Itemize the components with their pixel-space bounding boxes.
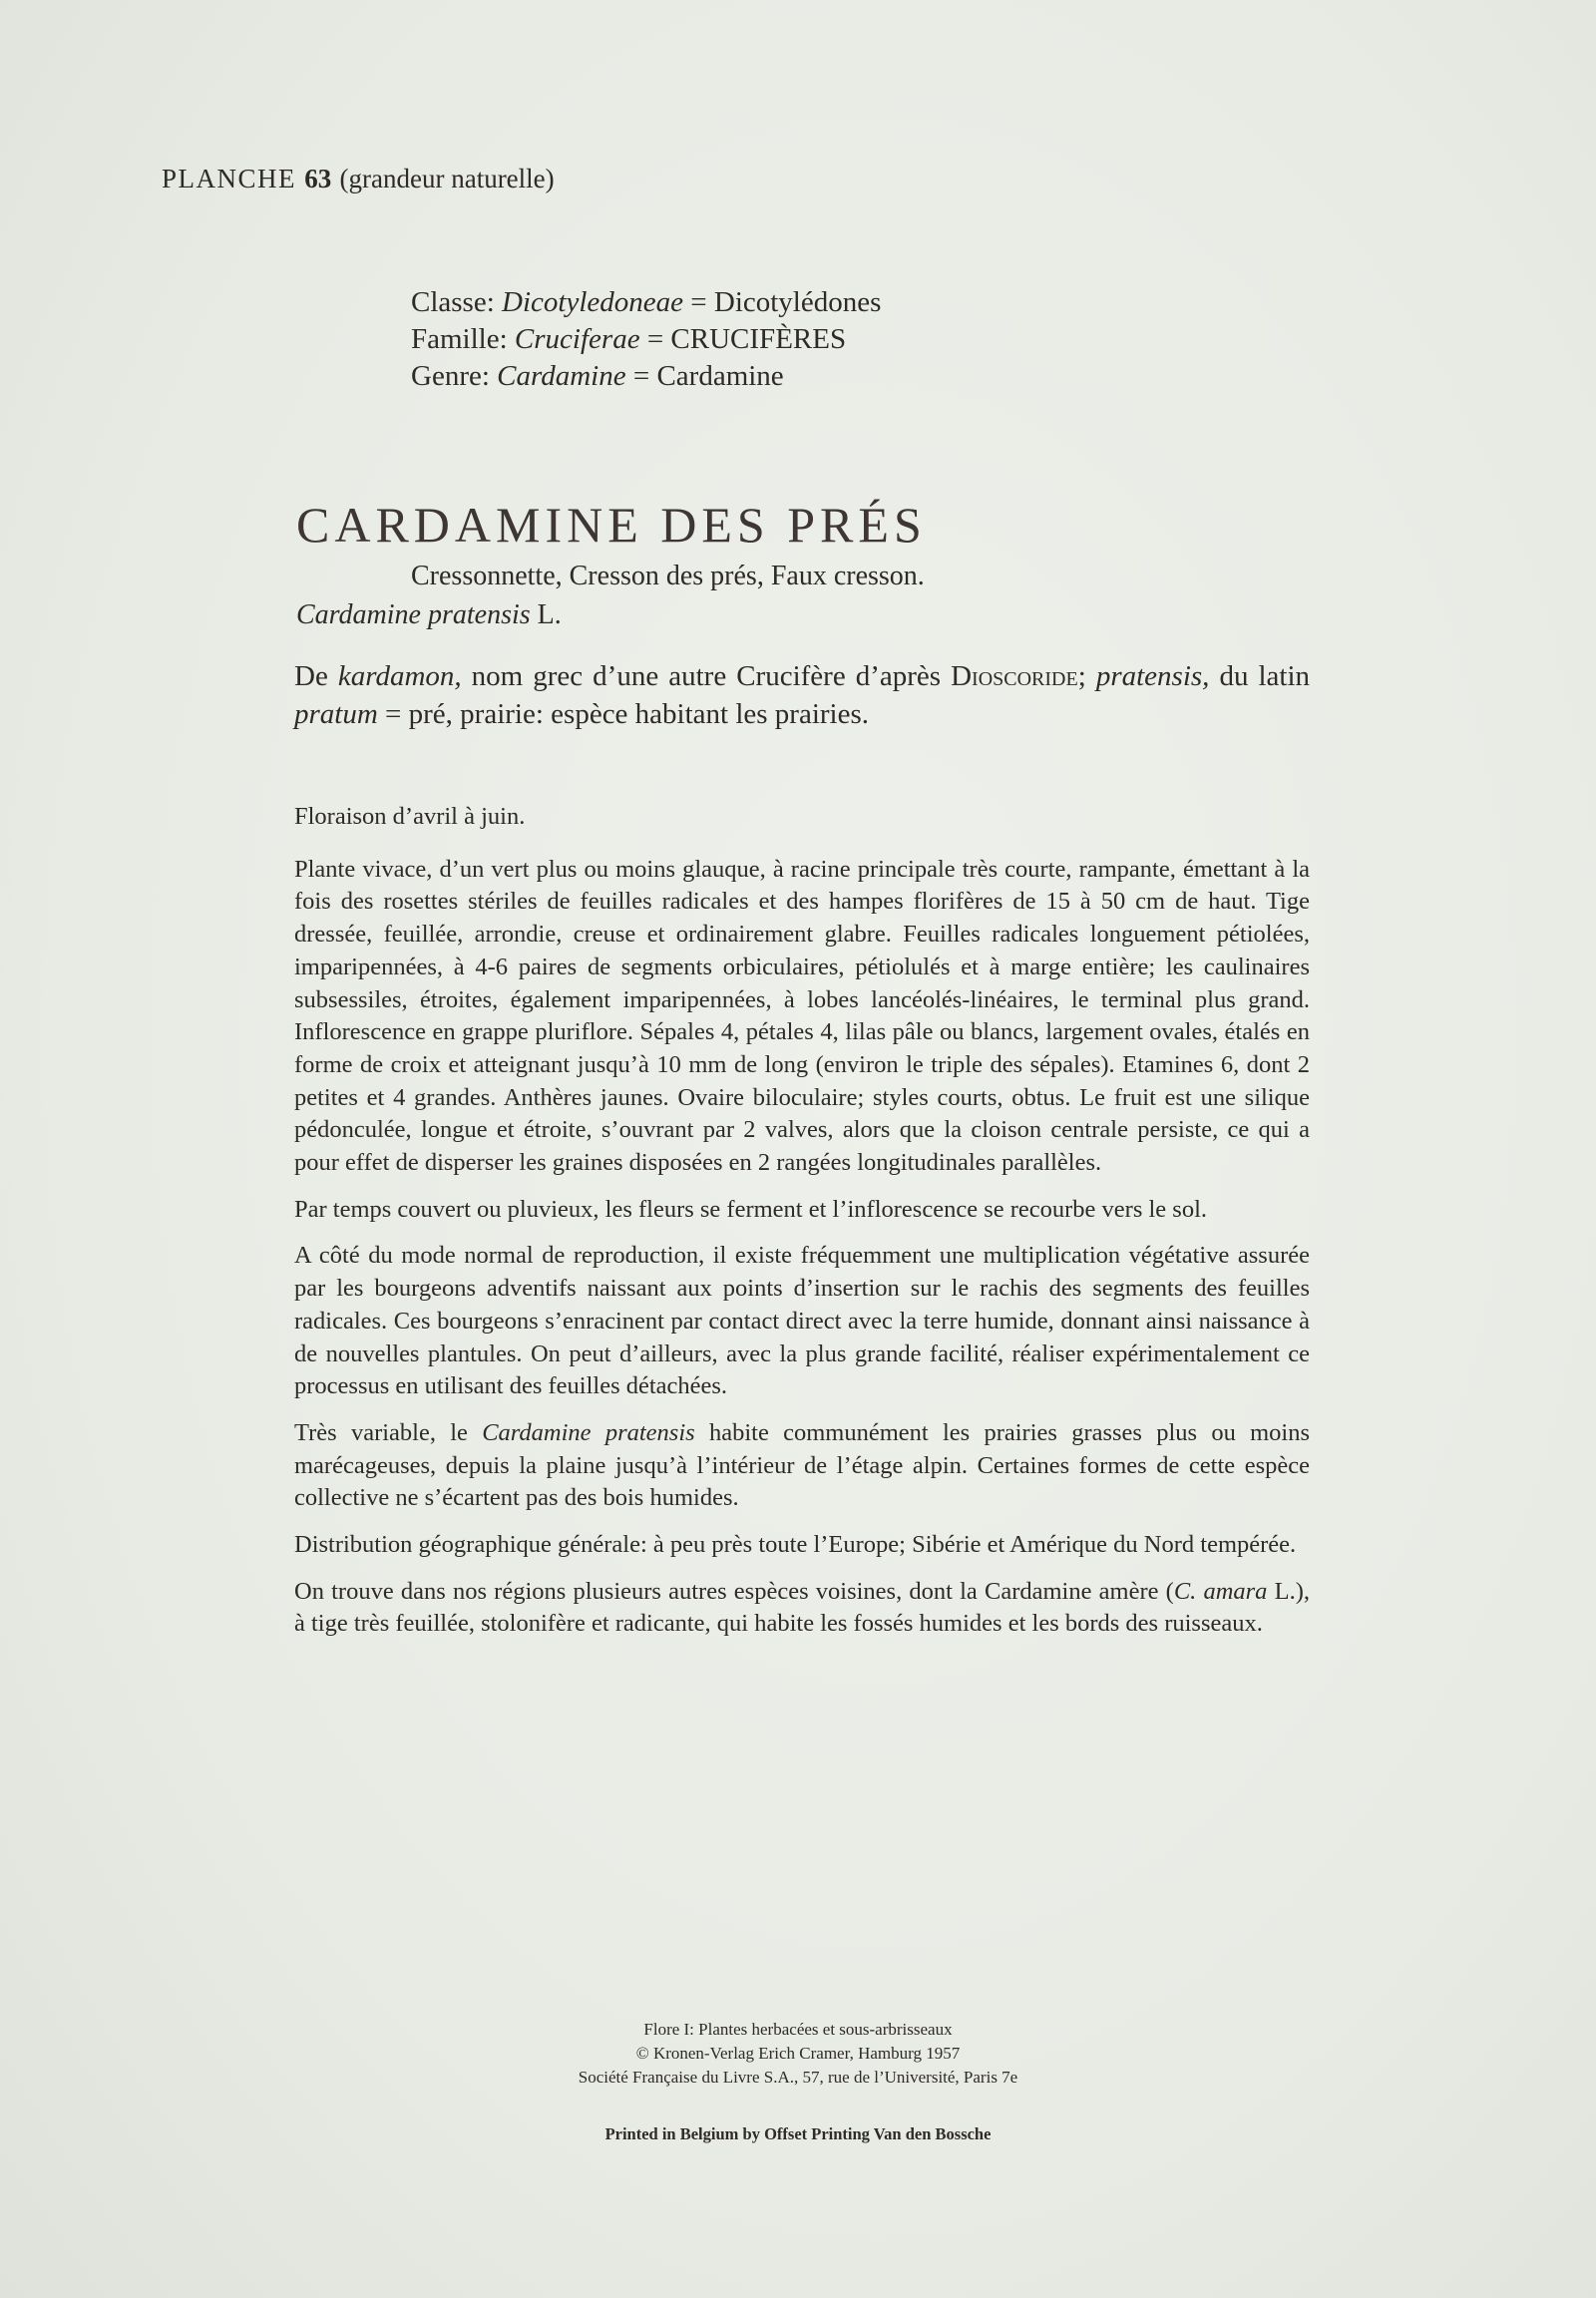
description-paragraph: Plante vivace, d’un vert plus ou moins glauque, à racine principale très courte, rampante, émettant à la fois des rosettes stériles de feuilles radicales et des hampes florifères de 15 à 50 cm de haut. Tige dressée, feuillée, arrondie, creuse et ordinairement glabre. Feuilles radicales longuement pétiolées, imparipennées, à 4-6 paires de segments orbiculaires, pétiolulés et à marge entière; les caulinaires subsessiles, étroites, également imparipennées, à lobes lancéolés-linéaires, le terminal plus grand. Inflorescence en grappe pluriflore. Sépales 4, pétales 4, lilas pâle ou blancs, largement ovales, étalés en forme de croix et atteignant jusqu’à 10 mm de long (environ le triple des sépales). Etamines 6, dont 2 petites et 4 grandes. Anthères jaunes. Ovaire biloculaire; styles courts, obtus. Le fruit est une silique pédonculée, longue et étroite, s’ouvrant par 2 valves, alors que la cloison centrale persiste, ce qui a pour effet de disperser les graines disposées en 2 rangées longitudinales parallèles.: [294, 855, 1310, 1177]
description-body: [294, 801, 1310, 1655]
plate-number: 63: [304, 164, 332, 193]
classe-french: = Dicotylédones: [690, 286, 882, 318]
classe-line: [411, 284, 881, 321]
footer-line-1: Flore I: Plantes herbacées et sous-arbrisseaux: [643, 2020, 953, 2039]
classe-label: Classe:: [411, 286, 495, 318]
plate-label: PLANCHE: [162, 164, 297, 193]
flowering-paragraph: Floraison d’avril à juin.: [294, 803, 526, 830]
classe-latin: Dicotyledoneae: [502, 286, 684, 318]
etym-text: nom grec d’une autre Crucifère d’après: [471, 660, 942, 692]
genre-line: [411, 358, 881, 395]
weather-paragraph: Par temps couvert ou pluvieux, les fleurs se ferment et l’inflorescence se recourbe vers le sol.: [294, 1195, 1208, 1223]
publisher-footer: [0, 2018, 1596, 2090]
footer-line-2: © Kronen-Verlag Erich Cramer, Hamburg 1957: [635, 2044, 961, 2063]
related-species-paragraph: [294, 1576, 1310, 1641]
etym-text: du latin: [1219, 660, 1311, 692]
famille-line: [411, 321, 881, 358]
latin-name-author: L.: [537, 599, 562, 630]
plate-note: (grandeur naturelle): [339, 164, 555, 193]
etym-word-pratensis: pratensis,: [1095, 660, 1210, 692]
reproduction-paragraph: A côté du mode normal de reproduction, il existe fréquemment une multiplication végétative assurée par les bourgeons adventifs naissant aux points d’insertion sur le rachis des segments des feuilles radicales. Ces bourgeons s’enracinent par contact direct avec la terre humide, donnant ainsi naissance à de nouvelles plantules. On peut d’ailleurs, avec la plus grande facilité, réaliser expérimentalement ce processus en utilisant des feuilles détachées.: [294, 1242, 1310, 1400]
footer-line-3: Société Française du Livre S.A., 57, rue de l’Université, Paris 7e: [578, 2068, 1018, 2087]
etymology-paragraph: [294, 657, 1310, 733]
genre-label: Genre:: [411, 360, 490, 392]
related-text: L.), à tige très feuillée, stolonifère et radicante, qui habite les fossés humides et les bords des ruisseaux.: [294, 1577, 1310, 1638]
famille-french: = CRUCIFÈRES: [646, 323, 847, 355]
habitat-text: Très variable, le: [294, 1418, 468, 1446]
habitat-species: Cardamine pratensis: [482, 1418, 695, 1446]
etym-text: ;: [1077, 660, 1086, 692]
classification-block: [411, 284, 881, 395]
habitat-paragraph: [294, 1417, 1310, 1515]
related-text: On trouve dans nos régions plusieurs autres espèces voisines, dont la Cardamine amère (: [294, 1577, 1174, 1605]
genre-french: = Cardamine: [632, 360, 784, 392]
habitat-text: habite communément les prairies grasses plus ou moins marécageuses, depuis la plaine jusqu’à l’intérieur de l’étage alpin. Certaines formes de cette espèce collective ne s’écartent pas des bois humides.: [294, 1418, 1311, 1512]
famille-label: Famille:: [411, 323, 508, 355]
etym-text: = pré, prairie: espèce habitant les prairies.: [385, 698, 870, 730]
etym-word-pratum: pratum: [294, 698, 378, 730]
etym-word-kardamon: kardamon,: [337, 660, 462, 692]
distribution-paragraph: Distribution géographique générale: à peu près toute l’Europe; Sibérie et Amérique du Nord tempérée.: [294, 1531, 1297, 1559]
plate-header: [162, 164, 555, 194]
etym-text: De: [294, 660, 328, 692]
page-title: CARDAMINE DES PRÉS: [296, 497, 927, 553]
famille-latin: Cruciferae: [514, 323, 640, 355]
latin-name: [296, 599, 562, 631]
common-names: Cressonnette, Cresson des prés, Faux cresson.: [411, 561, 925, 591]
etym-author: Dioscoride: [951, 660, 1078, 692]
genre-latin: Cardamine: [497, 360, 626, 392]
latin-name-italic: Cardamine pratensis: [296, 599, 531, 630]
related-species: C. amara: [1173, 1577, 1268, 1605]
printer-footer: Printed in Belgium by Offset Printing Van den Bossche: [604, 2124, 992, 2143]
